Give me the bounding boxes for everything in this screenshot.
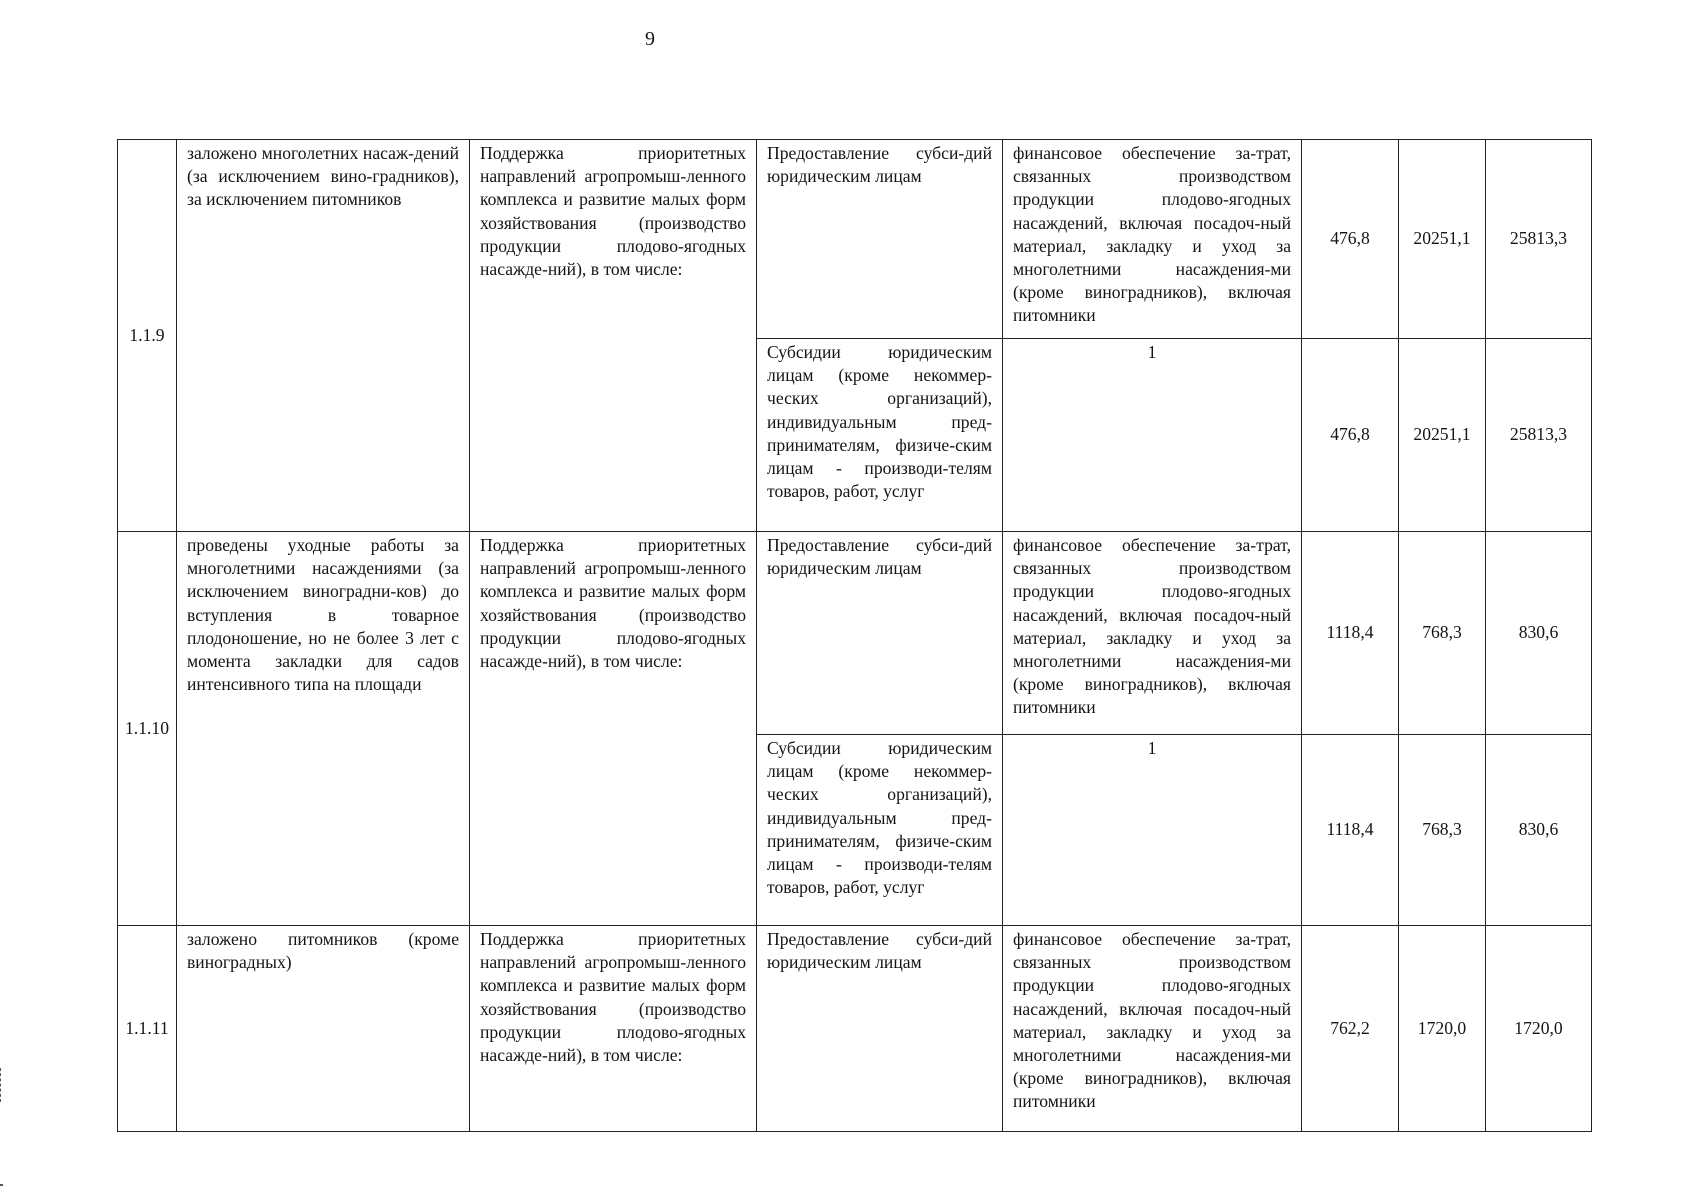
value-year-3: 25813,3 <box>1486 339 1592 532</box>
value-year-1: 1118,4 <box>1302 735 1399 926</box>
row-code: 1.1.10 <box>118 532 177 926</box>
instrument-description: Предоставление субси-дий юридическим лицам <box>757 140 1003 339</box>
event-description: Поддержка приоритетных направлений агропромыш-ленного комплекса и развитие малых форм хозяйствования (производство продукции плодово-ягодных насажде-ний), в том числе: <box>470 926 757 1132</box>
table-row <box>118 926 1592 1132</box>
purpose-description: финансовое обеспечение за-трат, связанных производством продукции плодово-ягодных насаждений, включая посадоч-ный материал, закладку и уход за многолетними насаждения-ми (кроме виноградников), включая питомники <box>1003 926 1302 1132</box>
page-number: 9 <box>645 28 655 50</box>
scan-margin-dot <box>0 1184 3 1186</box>
value-year-2: 20251,1 <box>1399 140 1486 339</box>
event-description: Поддержка приоритетных направлений агропромыш-ленного комплекса и развитие малых форм хозяйствования (производство продукции плодово-ягодных насажде-ний), в том числе: <box>470 140 757 532</box>
result-description: проведены уходные работы за многолетними насаждениями (за исключением виноградни-ков) до вступления в товарное плодоношение, но не более 3 лет с момента закладки для садов интенсивного типа на площади <box>177 532 470 926</box>
value-year-2: 768,3 <box>1399 735 1486 926</box>
row-code: 1.1.11 <box>118 926 177 1132</box>
row-code: 1.1.9 <box>118 140 177 532</box>
value-year-1: 1118,4 <box>1302 532 1399 735</box>
instrument-description: Субсидии юридическим лицам (кроме некоммер-ческих организаций), индивидуальным пред-принимателям, физиче-ским лицам - производи-телям товаров, работ, услуг <box>757 339 1003 532</box>
value-year-3: 830,6 <box>1486 532 1592 735</box>
purpose-description: 1 <box>1003 735 1302 926</box>
result-description: заложено многолетних насаж-дений (за исключением вино-градников), за исключением питомников <box>177 140 470 532</box>
value-year-1: 476,8 <box>1302 140 1399 339</box>
table-row <box>118 140 1592 339</box>
value-year-2: 20251,1 <box>1399 339 1486 532</box>
purpose-description: финансовое обеспечение за-трат, связанных производством продукции плодово-ягодных насаждений, включая посадоч-ный материал, закладку и уход за многолетними насаждения-ми (кроме виноградников), включая питомники <box>1003 140 1302 339</box>
result-description: заложено питомников (кроме виноградных) <box>177 926 470 1132</box>
purpose-description: 1 <box>1003 339 1302 532</box>
value-year-3: 25813,3 <box>1486 140 1592 339</box>
value-year-2: 768,3 <box>1399 532 1486 735</box>
program-measures-table <box>117 139 1592 1132</box>
table-row <box>118 532 1592 735</box>
event-description: Поддержка приоритетных направлений агропромыш-ленного комплекса и развитие малых форм хозяйствования (производство продукции плодово-ягодных насажде-ний), в том числе: <box>470 532 757 926</box>
instrument-description: Предоставление субси-дий юридическим лицам <box>757 926 1003 1132</box>
value-year-3: 1720,0 <box>1486 926 1592 1132</box>
instrument-description: Предоставление субси-дий юридическим лицам <box>757 532 1003 735</box>
scan-margin-marks <box>0 1068 4 1102</box>
instrument-description: Субсидии юридическим лицам (кроме некоммер-ческих организаций), индивидуальным пред-принимателям, физиче-ским лицам - производи-телям товаров, работ, услуг <box>757 735 1003 926</box>
value-year-1: 476,8 <box>1302 339 1399 532</box>
value-year-3: 830,6 <box>1486 735 1592 926</box>
purpose-description: финансовое обеспечение за-трат, связанных производством продукции плодово-ягодных насаждений, включая посадоч-ный материал, закладку и уход за многолетними насаждения-ми (кроме виноградников), включая питомники <box>1003 532 1302 735</box>
value-year-2: 1720,0 <box>1399 926 1486 1132</box>
value-year-1: 762,2 <box>1302 926 1399 1132</box>
